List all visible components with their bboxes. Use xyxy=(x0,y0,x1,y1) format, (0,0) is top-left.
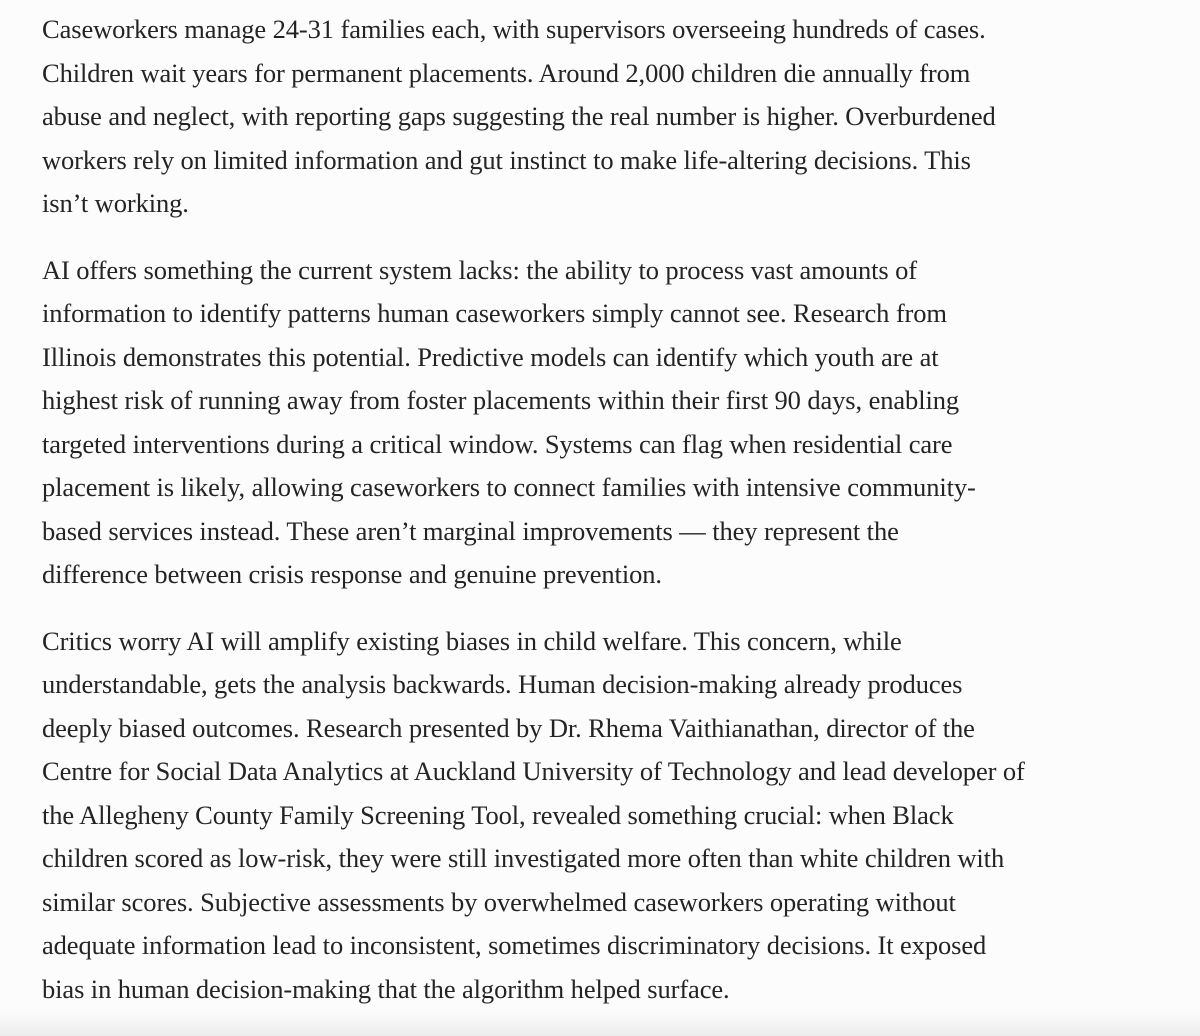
text-line: Centre for Social Data Analytics at Auckland University of Technology and lead developer of xyxy=(42,756,1025,786)
text-line: Critics worry AI will amplify existing biases in child welfare. This concern, while xyxy=(42,625,902,656)
text-line: information to identify patterns human caseworkers simply cannot see. Research from xyxy=(42,298,947,328)
text-line: bias in human decision-making that the algorithm helped surface. xyxy=(42,973,730,1004)
text-line: children scored as low-risk, they were still investigated more often than white children with xyxy=(42,843,1005,873)
text-line: deeply biased outcomes. Research presented by Dr. Rhema Vaithianathan, director of the xyxy=(42,712,975,743)
text-line: targeted interventions during a critical window. Systems can flag when residential care xyxy=(42,428,953,459)
text-line: similar scores. Subjective assessments by overwhelmed caseworkers operating without xyxy=(42,886,956,917)
text-line: highest risk of running away from foster placements within their first 90 days, enabling xyxy=(42,385,960,415)
text-line: Illinois demonstrates this potential. Predictive models can identify which youth are at xyxy=(42,341,939,372)
paragraph-caseworker-burden xyxy=(42,8,1182,226)
text-line: isn’t working. xyxy=(42,188,189,218)
text-line: adequate information lead to inconsistent, sometimes discriminatory decisions. It exposed xyxy=(42,930,987,960)
paragraph-ai-potential xyxy=(42,249,1182,597)
article-body xyxy=(42,8,1182,1034)
paragraph-bias-critics xyxy=(42,620,1182,1012)
text-line: Caseworkers manage 24-31 families each, with supervisors overseeing hundreds of cases. xyxy=(42,14,986,44)
text-line: abuse and neglect, with reporting gaps suggesting the real number is higher. Overburdened xyxy=(42,101,996,131)
text-line: understandable, gets the analysis backwards. Human decision-making already produces xyxy=(42,669,963,699)
text-line: placement is likely, allowing caseworkers to connect families with intensive community- xyxy=(42,472,976,502)
text-line: AI offers something the current system lacks: the ability to process vast amounts of xyxy=(42,254,917,285)
text-line: difference between crisis response and genuine prevention. xyxy=(42,559,662,589)
bottom-fade xyxy=(0,1010,1200,1036)
text-line: based services instead. These aren’t marginal improvements — they represent the xyxy=(42,515,899,546)
text-line: Children wait years for permanent placements. Around 2,000 children die annually from xyxy=(42,57,971,88)
text-line: the Allegheny County Family Screening Tool, revealed something crucial: when Black xyxy=(42,799,954,830)
text-line: workers rely on limited information and gut instinct to make life-altering decisions. This xyxy=(42,144,971,175)
